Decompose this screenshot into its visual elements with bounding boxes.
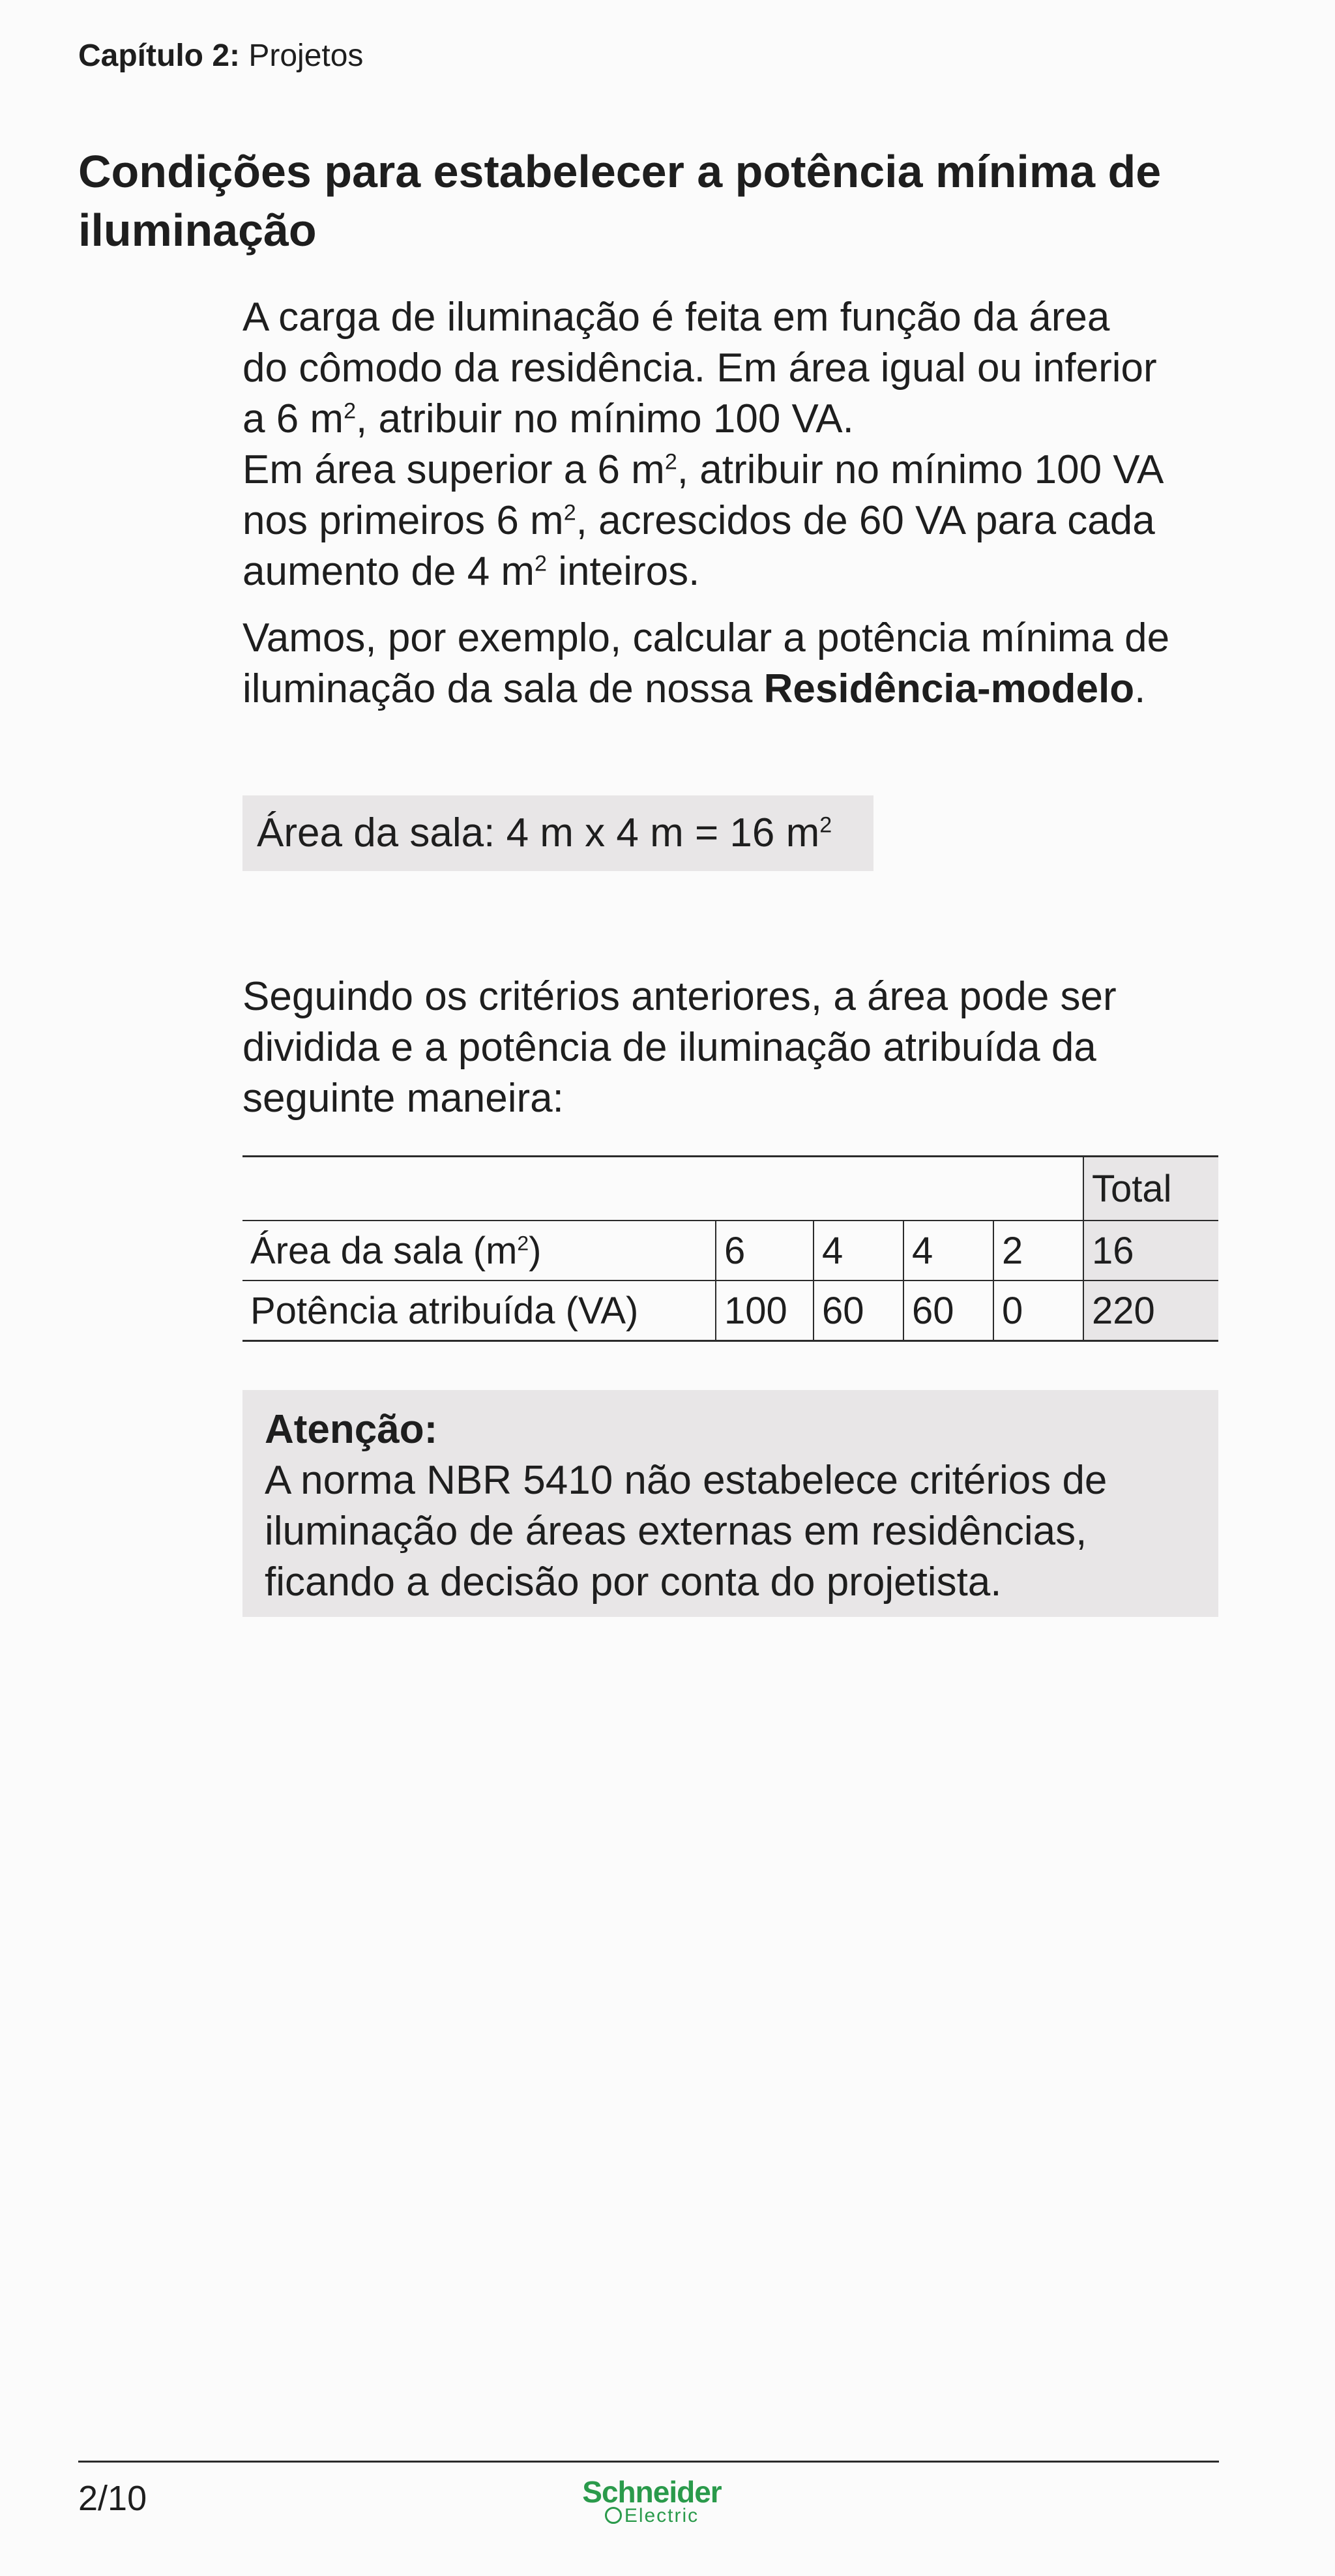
footer-divider <box>78 2461 1219 2463</box>
table-header-row <box>242 1157 1218 1221</box>
logo-mark-icon <box>605 2507 622 2524</box>
chapter-header <box>78 38 363 74</box>
power-distribution-table <box>242 1155 1218 1342</box>
table-cell: 2 <box>993 1221 1083 1281</box>
table-cell: 60 <box>814 1281 903 1341</box>
chapter-name: Projetos <box>248 38 364 73</box>
table-cell: 0 <box>993 1281 1083 1341</box>
total-header: Total <box>1083 1157 1218 1221</box>
schneider-logo: Schneider Electric <box>582 2475 722 2526</box>
section-title: Condições para estabelecer a potência mínima de iluminação <box>78 146 1162 256</box>
intro-paragraph: A carga de iluminação é feita em função da área do cômodo da residência. Em área igual ou inferior a 6 $m^2$, atribuir no mínimo 100 VA. Em área superior a 6 $m^2$, atribuir no mínimo 100 VA nos primeiros 6 $m^2$, acrescidos de 60 VA para cada aumento de 4 $m^2$ inteiros. Vamos, por exemplo, calcular a potência mínima de iluminação da sala de nossa Residência-modelo. <box>242 292 1220 715</box>
total-cell: 16 <box>1083 1221 1218 1281</box>
criteria-paragraph: Seguindo os critérios anteriores, a área pode ser dividida e a potência de iluminação atribuída da seguinte maneira: <box>242 974 1117 1121</box>
table-cell: 6 <box>716 1221 814 1281</box>
row-label: Potência atribuída (VA) <box>242 1281 716 1341</box>
attention-note: Atenção: A norma NBR 5410 não estabelece critérios de iluminação de áreas externas em residências, ficando a decisão por conta do projetista. <box>242 1390 1218 1617</box>
area-calculation-box: Área da sala: 4 m x 4 m = 16 $m^2$ <box>242 795 873 871</box>
example-paragraph: Vamos, por exemplo, calcular a potência mínima de iluminação da sala de nossa Residência-modelo. <box>242 615 1170 711</box>
table-row <box>242 1281 1218 1341</box>
chapter-label: Capítulo 2: <box>78 38 240 73</box>
table-cell: 4 <box>814 1221 903 1281</box>
total-cell: 220 <box>1083 1281 1218 1341</box>
note-title: Atenção: <box>265 1407 438 1452</box>
table-cell: 4 <box>903 1221 993 1281</box>
table-row <box>242 1221 1218 1281</box>
table-cell: 60 <box>903 1281 993 1341</box>
row-label: Área da sala $(m^2)$ <box>242 1221 716 1281</box>
page-number: 2/10 <box>78 2479 147 2518</box>
table-cell: 100 <box>716 1281 814 1341</box>
